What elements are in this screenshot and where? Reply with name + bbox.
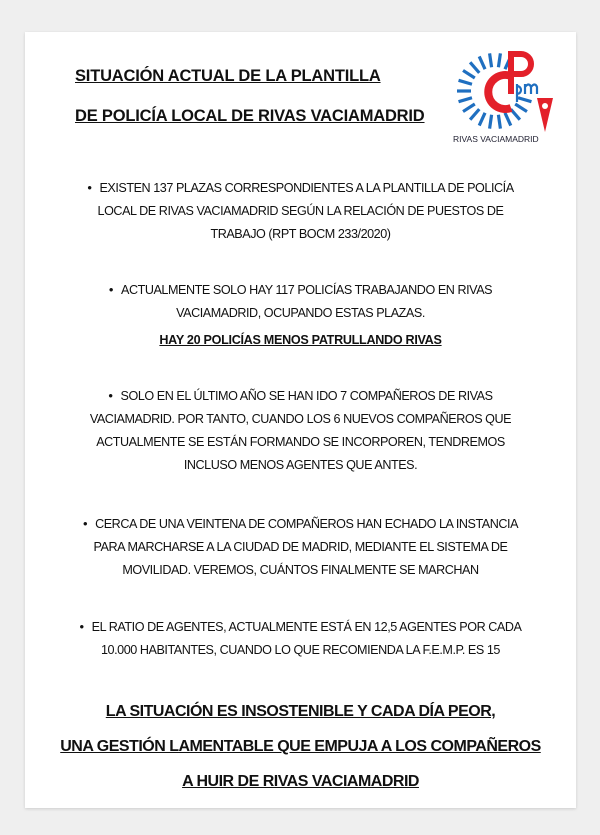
bullet-1-line-1-row — [25, 176, 576, 200]
closing-line-3: A HUIR DE RIVAS VACIAMADRID — [182, 773, 419, 790]
logo-ray — [459, 80, 472, 84]
logo-ray — [470, 62, 479, 73]
title-line-1: SITUACIÓN ACTUAL DE LA PLANTILLA — [75, 67, 381, 85]
logo-ray — [479, 113, 485, 126]
logo-ray — [518, 98, 531, 102]
logo-ray — [479, 56, 485, 69]
bullet-1-line-2: LOCAL DE RIVAS VACIAMADRID SEGÚN LA RELACIÓN DE PUESTOS DE — [97, 204, 504, 218]
bullet-3-line-1: SOLO EN EL ÚLTIMO AÑO SE HAN IDO 7 COMPAÑEROS DE RIVAS — [120, 389, 493, 403]
logo-ray — [498, 115, 500, 129]
bullet-5 — [25, 615, 576, 662]
bullet-3-line-3: ACTUALMENTE SE ESTÁN FORMANDO SE INCORPOREN, TENDREMOS — [96, 435, 505, 449]
bullet-5-line-1-row — [25, 615, 576, 639]
logo-ray — [498, 53, 500, 67]
closing-line-1: LA SITUACIÓN ES INSOSTENIBLE Y CADA DÍA PEOR, — [105, 703, 496, 720]
bullet-5-line-2: 10.000 HABITANTES, CUANDO LO QUE RECOMIENDA LA F.E.M.P. ES 15 — [100, 643, 500, 657]
bullet-1-line-3: TRABAJO (RPT BOCM 233/2020) — [210, 227, 391, 241]
bullet-4-line-3: MOVILIDAD. VEREMOS, CUÁNTOS FINALMENTE SE MARCHAN — [122, 563, 479, 577]
bullet-2-line-2: VACIAMADRID, OCUPANDO ESTAS PLAZAS. — [176, 306, 425, 320]
bullet-3 — [25, 384, 576, 477]
bullet-icon: • — [82, 516, 88, 531]
logo-ray — [511, 109, 520, 120]
closing-line-2: UNA GESTIÓN LAMENTABLE QUE EMPUJA A LOS COMPAÑEROS — [60, 738, 541, 755]
bullet-2-line-1-row — [25, 278, 576, 302]
bullet-3-line-2: VACIAMADRID. POR TANTO, CUANDO LOS 6 NUEVOS COMPAÑEROS QUE — [89, 412, 512, 426]
logo-ray — [490, 115, 492, 129]
bullet-1 — [25, 176, 576, 246]
logo-ray — [459, 98, 472, 102]
bullet-icon: • — [87, 180, 92, 195]
document-page — [25, 32, 576, 808]
logo-ray — [505, 113, 511, 126]
bullet-4-line-1: CERCA DE UNA VEINTENA DE COMPAÑEROS HAN ECHADO LA INSTANCIA — [95, 517, 519, 531]
bullet-2 — [25, 278, 576, 325]
logo-ray — [463, 104, 475, 112]
logo-ray — [470, 109, 479, 120]
bullet-3-line-1-row — [25, 384, 576, 408]
bullet-3-line-4: INCLUSO MENOS AGENTES QUE ANTES. — [183, 458, 418, 472]
bullet-4-line-1-row — [25, 512, 576, 536]
bullet-5-line-1: EL RATIO DE AGENTES, ACTUALMENTE ESTÁ EN 12,5 AGENTES POR CADA — [91, 620, 522, 634]
bullet-2-line-1: ACTUALMENTE SOLO HAY 117 POLICÍAS TRABAJANDO EN RIVAS — [121, 283, 493, 297]
bullet-1-line-1: EXISTEN 137 PLAZAS CORRESPONDIENTES A LA PLANTILLA DE POLICÍA — [99, 181, 514, 195]
logo-c-mark — [488, 75, 511, 109]
highlight-statement: HAY 20 POLICÍAS MENOS PATRULLANDO RIVAS — [159, 333, 442, 347]
logo-ray — [490, 53, 492, 67]
logo-caption: RIVAS VACIAMADRID — [453, 134, 539, 144]
title-line-2: DE POLICÍA LOCAL DE RIVAS VACIAMADRID — [75, 107, 425, 125]
cpm-logo — [455, 46, 555, 132]
logo-ray — [463, 70, 475, 78]
bullet-icon: • — [108, 388, 113, 403]
bullet-icon: • — [108, 282, 113, 297]
bullet-icon: • — [79, 619, 84, 634]
bullet-4 — [25, 512, 576, 582]
logo-ray — [515, 104, 527, 112]
bullet-4-line-2: PARA MARCHARSE A LA CIUDAD DE MADRID, MEDIANTE EL SISTEMA DE — [93, 540, 508, 554]
